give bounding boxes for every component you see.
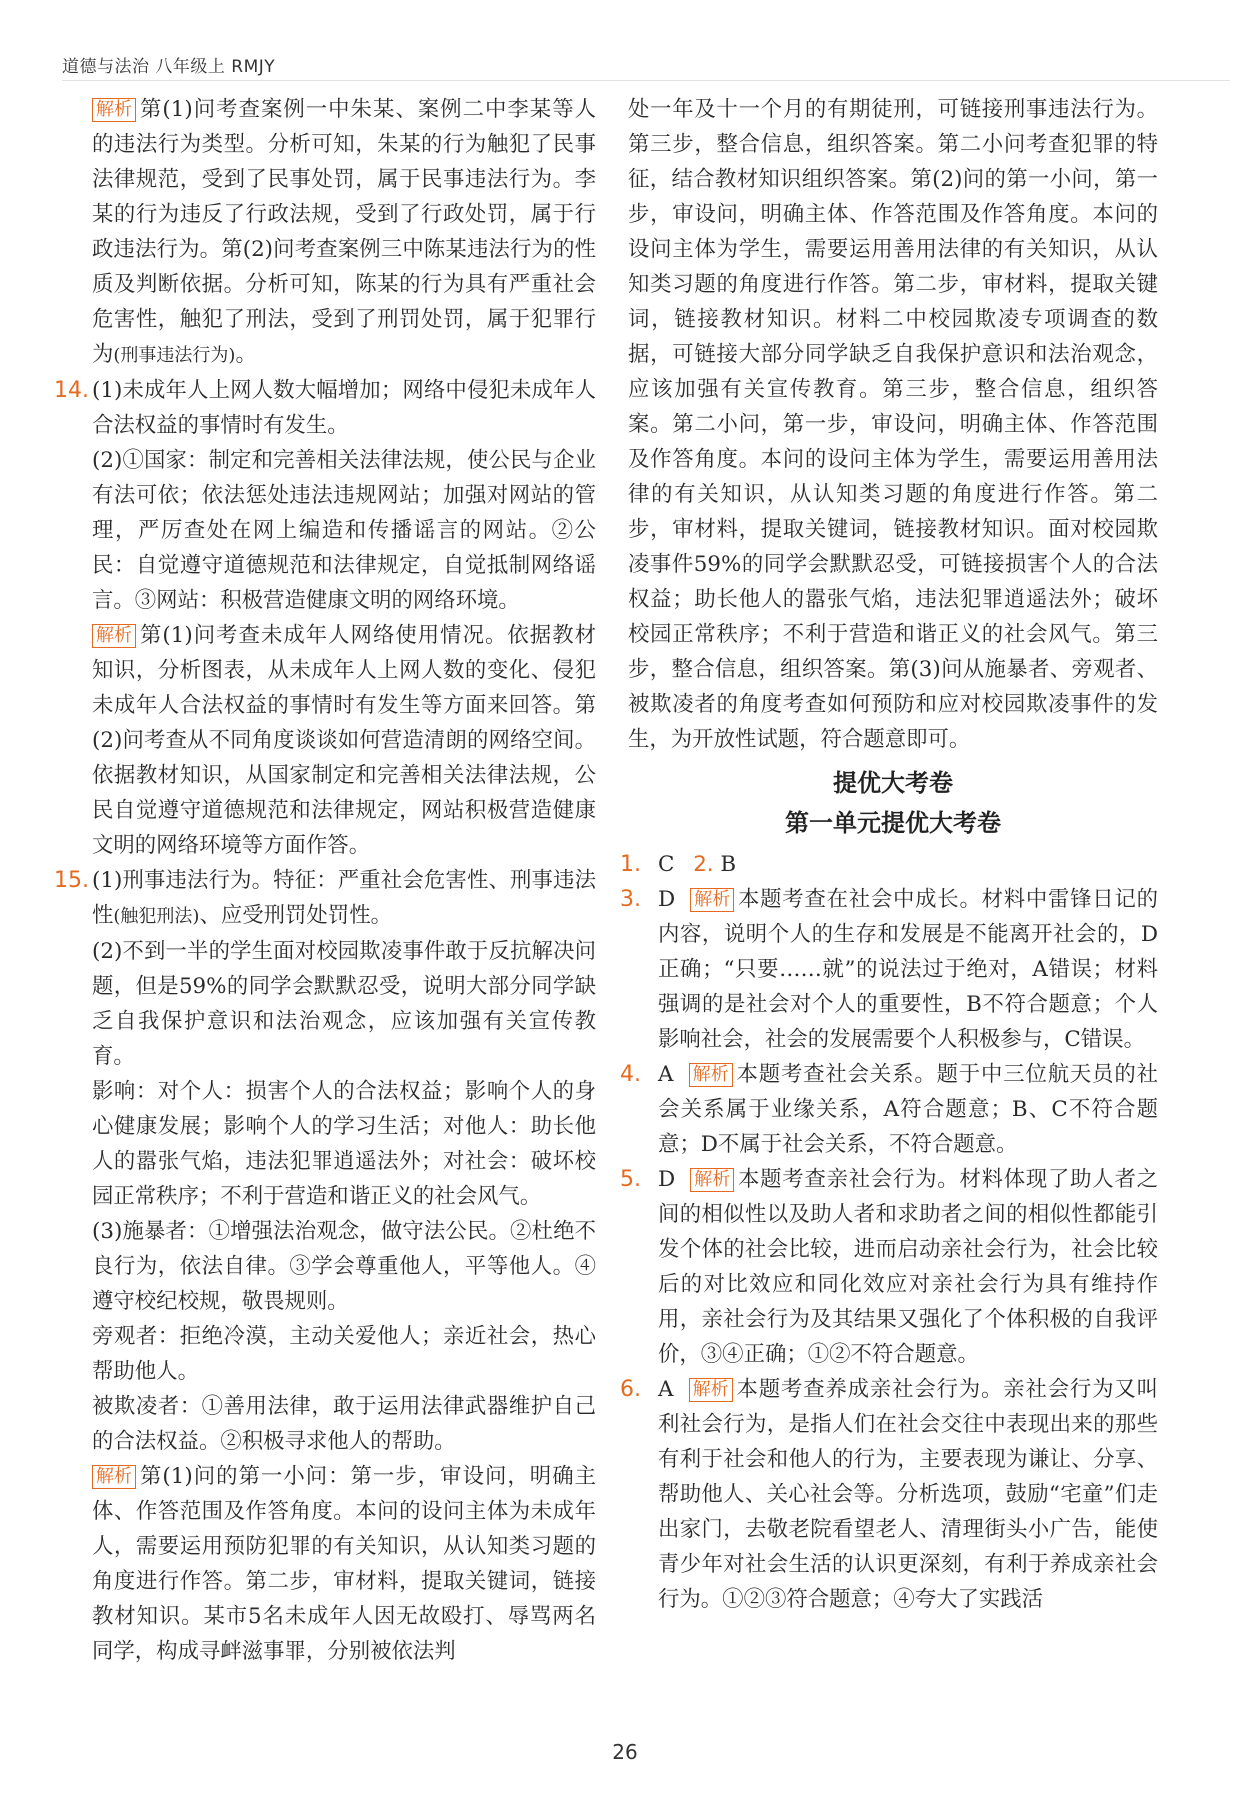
question-number: 6.: [620, 1377, 641, 1402]
answer-part-3: (3)施暴者：①增强法治观念，做守法公民。②杜绝不良行为，依法自律。③学会尊重他人，平等他人。④遵守校纪校规，敬畏规则。: [92, 1219, 596, 1314]
answer-part-2: (2)不到一半的学生面对校园欺凌事件敢于反抗解决问题，但是59%的同学会默默忍受，说明大部分同学缺乏自我保护意识和法治观念，应该加强有关宣传教育。: [92, 939, 596, 1069]
analysis-text: 本题考查社会关系。题于中三位航天员的社会关系属于业缘关系，A符合题意；B、C不符合题意；D不属于社会关系，不符合题意。: [658, 1062, 1158, 1157]
question-number: 3.: [620, 887, 641, 912]
analysis-text: 本题考查养成亲社会行为。亲社会行为又叫利社会行为，是指人们在社会交往中表现出来的那些有利于社会和他人的行为，主要表现为谦让、分享、帮助他人、关心社会等。分析选项，鼓励“宅童”们走出家门，去敬老院看望老人、清理街头小广告，能使青少年对社会生活的认识更深刻，有利于养成亲社会行为。①②③符合题意；④夸大了实践活: [658, 1377, 1158, 1612]
analysis-text: 本题考查亲社会行为。材料体现了助人者之间的相似性以及助人者和求助者之间的相似性都能引发个体的社会比较，进而启动亲社会行为，社会比较后的对比效应和同化效应对亲社会行为具有维持作用，亲社会行为及其结果又强化了个体积极的自我评价，③④正确；①②不符合题意。: [658, 1167, 1158, 1367]
answer-option: D: [658, 1167, 676, 1192]
answer-option: C: [658, 852, 675, 877]
question-number: 1.: [620, 852, 641, 877]
section-title: 提优大考卷: [833, 769, 953, 797]
question-number: 4.: [620, 1062, 641, 1087]
analysis-tag: 解析: [689, 1063, 733, 1087]
analysis-text: 第(1)问考查未成年人网络使用情况。依据教材知识，分析图表，从未成年人上网人数的变化、侵犯未成年人合法权益的事情时有发生等方面来回答。第(2)问考查从不同角度谈谈如何营造清朗的网络空间。依据教材知识，从国家制定和完善相关法律法规，公民自觉遵守道德规范和法律规定，网站积极营造健康文明的网络环境等方面作答。: [92, 623, 596, 858]
answer-option: A: [658, 1377, 674, 1402]
running-header: 道德与法治 八年级上 RMJY: [62, 57, 276, 77]
answer-option: D: [658, 887, 676, 912]
answer-bystander: 旁观者：拒绝冷漠，主动关爱他人；亲近社会，热心帮助他人。: [92, 1324, 596, 1384]
question-number: 14.: [54, 378, 89, 403]
question-5: [620, 1162, 1158, 1372]
analysis-tag: 解析: [92, 1465, 136, 1489]
unit-title: 第一单元提优大考卷: [785, 809, 1001, 837]
header-divider: [62, 80, 1230, 81]
question-number: 15.: [54, 868, 89, 893]
answer-part-1: (1)未成年人上网人数大幅增加；网络中侵犯未成年人合法权益的事情时有发生。: [92, 378, 596, 438]
analysis-tag: 解析: [92, 98, 136, 122]
answer-option: A: [658, 1062, 674, 1087]
page-number: 26: [612, 1740, 638, 1764]
question-4: [620, 1057, 1158, 1162]
analysis-text: 本题考查在社会中成长。材料中雷锋日记的内容，说明个人的生存和发展是不能离开社会的，D正确；“只要……就”的说法过于绝对，A错误；材料强调的是社会对个人的重要性，B不符合题意；个人影响社会，社会的发展需要个人积极参与，C错误。: [658, 887, 1158, 1052]
analysis-q13: 解析 第(1)问考查案例一中朱某、案例二中李某等人的违法行为类型。分析可知，朱某的行为触犯了民事法律规范，受到了民事处罚，属于民事违法行为。李某的行为违反了行政法规，受到了行政处罚，属于行政违法行为。第(2)问考查案例三中陈某违法行为的性质及判断依据。分析可知，陈某的行为具有严重社会危害性，触犯了刑法，受到了刑罚处罚，属于犯罪行为(刑事违法行为)。: [92, 97, 596, 367]
question-6: [620, 1372, 1158, 1617]
answer-impact: 影响：对个人：损害个人的合法权益；影响个人的身心健康发展；影响个人的学习生活；对他人：助长他人的嚣张气焰，违法犯罪逍遥法外；对社会：破坏校园正常秩序；不利于营造和谐正义的社会风气。: [92, 1079, 596, 1209]
analysis-tag: 解析: [690, 888, 734, 912]
analysis-tag: 解析: [92, 624, 136, 648]
question-14: [54, 373, 596, 863]
question-number: 5.: [620, 1167, 641, 1192]
question-3: [620, 882, 1158, 1057]
right-column: [620, 92, 1158, 1617]
questions-1-2: [620, 847, 1158, 882]
analysis-text: 第(1)问的第一小问：第一步，审设问，明确主体、作答范围及作答角度。本问的设问主体为未成年人，需要运用预防犯罪的有关知识，从认知类习题的角度进行作答。第二步，审材料，提取关键词，链接教材知识。某市5名未成年人因无故殴打、辱骂两名同学，构成寻衅滋事罪，分别被依法判: [92, 1464, 596, 1664]
analysis-continued: 处一年及十一个月的有期徒刑，可链接刑事违法行为。第三步，整合信息，组织答案。第二小问考查犯罪的特征，结合教材知识组织答案。第(2)问的第一小问，第一步，审设问，明确主体、作答范围及作答角度。本问的设问主体为学生，需要运用善用法律的有关知识，从认知类习题的角度进行作答。第二步，审材料，提取关键词，链接教材知识。材料二中校园欺凌专项调查的数据，可链接大部分同学缺乏自我保护意识和法治观念，应该加强有关宣传教育。第三步，整合信息，组织答案。第二小问，第一步，审设问，明确主体、作答范围及作答角度。本问的设问主体为学生，需要运用善用法律的有关知识，从认知类习题的角度进行作答。第二步，审材料，提取关键词，链接教材知识。面对校园欺凌事件59%的同学会默默忍受，可链接损害个人的合法权益；助长他人的嚣张气焰，违法犯罪逍遥法外；破坏校园正常秩序；不利于营造和谐正义的社会风气。第三步，整合信息，组织答案。第(3)问从施暴者、旁观者、被欺凌者的角度考查如何预防和应对校园欺凌事件的发生，为开放性试题，符合题意即可。: [628, 97, 1158, 752]
answer-part-1: (1)刑事违法行为。特征：严重社会危害性、刑事违法性(触犯刑法)、应受刑罚处罚性。: [92, 868, 596, 928]
analysis-tag: 解析: [689, 1378, 733, 1402]
question-15: [54, 863, 596, 1669]
answer-victim: 被欺凌者：①善用法律，敢于运用法律武器维护自己的合法权益。②积极寻求他人的帮助。: [92, 1394, 596, 1454]
answer-option: B: [720, 852, 737, 877]
answer-part-2: (2)①国家：制定和完善相关法律法规，使公民与企业有法可依；依法惩处违法违规网站；加强对网站的管理，严厉查处在网上编造和传播谣言的网站。②公民：自觉遵守道德规范和法律规定，自觉抵制网络谣言。③网站：积极营造健康文明的网络环境。: [92, 448, 596, 613]
question-number: 2.: [693, 852, 714, 877]
left-column: [54, 92, 596, 1669]
analysis-tag: 解析: [690, 1168, 734, 1192]
